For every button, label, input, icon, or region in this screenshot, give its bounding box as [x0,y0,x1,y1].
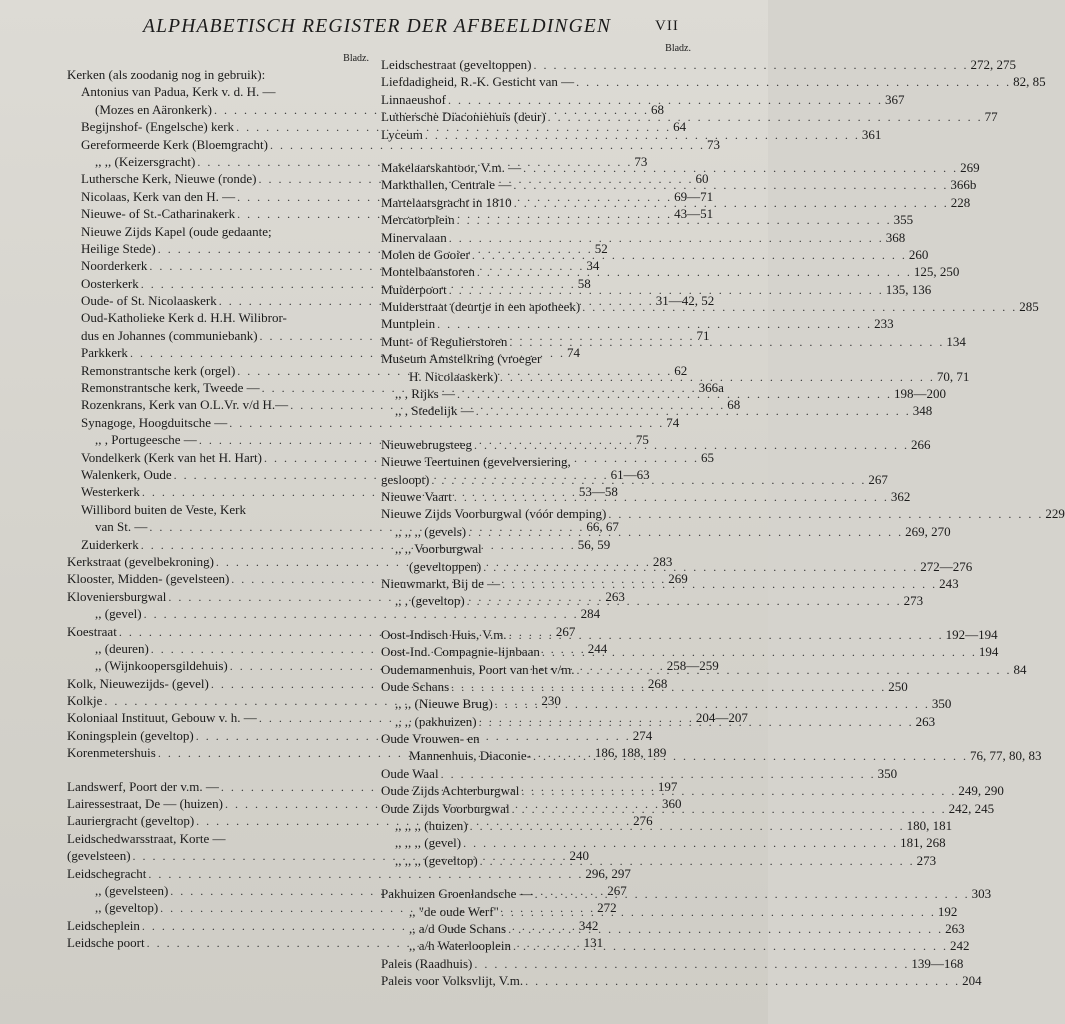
index-entry-text: Begijnshof- (Engelsche) kerk [81,119,235,135]
leader-dots [499,904,938,921]
index-entry-text: Nieuwe Teertuinen (gevelversiering, [381,454,571,470]
index-entry-text: Muiderpoort [381,281,447,297]
index-entry-page: 70, 71 [936,368,970,384]
index-entry [381,592,924,609]
index-entry-page: 266 [910,436,931,452]
index-entry-page: 53—58 [578,484,618,500]
leader-dots [506,921,945,938]
index-entry-text: ,, "de oude Werf" [409,903,499,919]
leader-dots [521,160,960,177]
leader-dots [472,437,911,454]
index-entry-page: 73 [706,136,720,152]
index-entry-page: 197 [657,778,678,794]
index-entry [381,937,970,954]
index-entry-text: Muiderstraat (deurtje in een apotheek) [381,299,581,315]
index-entry-text: Korenmetershuis [67,745,156,761]
index-entry-text: Oude Waal [381,765,439,781]
index-entry-page: 284 [580,606,601,622]
index-entry-page: 362 [890,488,911,504]
index-entry-text: Leidsche poort [67,935,145,951]
index-entry-text: Leidschegracht [67,865,147,881]
index-entry-page: 228 [950,194,971,210]
index-entry-text: Oude Zijds Achterburgwal [381,783,520,799]
leader-dots [478,853,917,870]
index-entry [381,643,999,660]
index-entry-text: ,, (gevel) [95,606,142,622]
leader-dots [429,472,868,489]
index-entry-text: Oosterkerk [81,275,139,291]
index-entry [381,523,951,540]
index-entry [381,246,929,263]
index-entry [381,885,992,902]
index-entry-text: Oost-Ind. Compagnie-lijnbaan [381,644,540,660]
index-entry-text: Oudemannenhuis, Poort van het v/m. [381,661,575,677]
index-entry-page: 135, 136 [885,281,932,297]
page-title: ALPHABETISCH REGISTER DER AFBEELDINGEN [143,16,612,37]
index-entry-text: Leidschedwarsstraat, Korte — [67,830,226,846]
index-entry [67,66,377,83]
index-entry-page: 243 [939,575,959,591]
index-entry-text: Leidschestraat (geveltoppen) [381,57,532,72]
index-entry-text: Remonstrantsche kerk, Tweede — [81,380,260,396]
index-entry-page: 66, 67 [586,519,619,535]
index-entry-text: gesloopt) [381,471,430,487]
page-header [0,14,768,44]
index-entry-text: Noorderkerk [81,258,148,274]
leader-dots [606,506,1045,523]
index-entry-text: Klooster, Midden- (gevelsteen) [67,571,230,587]
leader-dots [540,644,979,661]
index-entry-text: Oude- of St. Nicolaaskerk [81,293,217,309]
index-entry-text: ,, , Rijks — [395,386,455,402]
index-entry-page: 269, 270 [905,523,951,539]
index-entry-page: 34 [586,258,600,274]
index-entry-text: Minervalaan [381,229,447,245]
index-entry-text: ,, ,, ,, (huizen) [395,818,468,834]
index-entry [381,747,1042,764]
leader-dots [500,576,939,593]
index-entry-text: Lauriergracht (geveltop) [67,813,195,829]
index-entry-text: Luthersche Diaconiehuis (deur) [381,109,546,125]
index-entry [381,540,691,557]
index-entry [381,903,958,920]
index-entry-page: 56, 59 [577,536,611,552]
index-entry-text: Heilige Stede) [81,240,156,256]
leader-dots [493,696,932,713]
leader-dots [498,369,937,386]
index-entry-text: Molen de Gooier [381,246,470,262]
leader-dots [447,282,886,299]
leader-dots [449,679,888,696]
index-entry-page: 366b [950,177,977,193]
index-entry [381,626,998,643]
index-entry [381,972,982,989]
index-entry-text: Synagoge, Hoogduitsche — [81,414,228,430]
column-page-label: Bladz. [665,43,691,54]
leader-dots [447,230,886,247]
index-entry-text: Paleis (Raadhuis) [381,955,473,971]
index-entry-text: Koloniaal Instituut, Gebouw v. h. — [67,710,257,726]
index-entry-text: ,, , Portugeesche — [95,432,197,448]
leader-dots [511,177,950,194]
index-entry-text: Luthersche Kerk, Nieuwe (ronde) [81,171,257,187]
index-entry-page: 348 [912,403,933,419]
column-page-label: Bladz. [343,53,369,64]
leader-dots [574,74,1013,91]
index-entry [381,695,952,712]
index-entry-text: Nieuwe Vaart [381,488,452,504]
index-entry-text: ,, a/h Waterlooplein [409,938,511,954]
leader-dots [435,316,874,333]
index-entry-page: 250 [888,678,908,694]
index-entry-page: 263 [605,588,625,604]
index-entry-page: 180, 181 [906,818,953,834]
index-entry-page: 263 [945,920,965,936]
index-entry-page: 76, 77, 80, 83 [970,748,1042,764]
index-entry-text: Westerkerk [81,484,140,500]
index-entry-page: 267 [555,623,576,639]
index-entry-page: 198—200 [893,386,946,402]
index-entry [67,865,631,882]
index-entry-text: (gevelsteen) [67,848,131,864]
index-entry-page: 139—168 [911,955,964,971]
leader-dots [455,212,894,229]
index-entry-page: 186, 188, 189 [594,745,667,761]
page-number: VII [655,18,679,34]
index-entry [381,834,946,851]
leader-dots [533,886,972,903]
index-entry-page: 69—71 [674,188,714,204]
index-entry-page: 276 [633,813,653,829]
index-entry-page: 274 [632,727,653,743]
index-entry-text: Oude Zijds Voorburgwal [381,800,510,816]
index-entry-text: Paleis voor Volksvlijt, V.m. [381,973,524,989]
leader-dots [466,524,905,541]
index-entry [67,136,720,153]
index-entry-page: 242 [949,938,970,954]
index-entry [67,605,601,622]
index-entry [67,414,680,431]
leader-dots [523,973,962,990]
index-entry-page: 361 [861,126,882,142]
index-entry-text: ,, (deuren) [95,640,149,656]
index-entry-text: Koningsplein (geveltop) [67,727,194,743]
index-entry-text: Lairessestraat, De — (huizen) [67,796,223,812]
index-entry [381,955,964,972]
index-entry [381,765,898,782]
index-entry-page: 64 [673,119,687,135]
leader-dots [512,195,951,212]
leader-dots [477,714,916,731]
index-entry-page: 244 [587,640,608,656]
index-entry-page: 181, 268 [900,835,946,851]
index-entry-page: 296, 297 [585,865,631,881]
index-entry-page: 125, 250 [913,264,960,280]
index-entry-text: Walenkerk, Oude [81,466,172,482]
index-entry-page: 355 [893,212,914,228]
leader-dots [423,127,862,144]
index-entry-text: Kerken (als zoodanig nog in gebruik): [67,67,266,82]
index-entry-text: ,, ,, Voorburgwal [395,541,482,557]
index-entry [381,453,691,470]
index-entry-text: ,, ,, ,, (geveltop) [395,852,478,868]
index-entry-page: 194 [978,644,999,660]
index-entry-text: Leidscheplein [67,917,140,933]
index-entry-text: Vondelkerk (Kerk van het H. Hart) [81,449,262,465]
index-entry-page: 263 [915,713,936,729]
index-entry-page: 367 [884,91,905,107]
index-entry-text: Mercatorplein [381,212,455,228]
leader-dots [439,766,878,783]
leader-dots [461,835,900,852]
index-entry-page: 192 [937,903,958,919]
leader-dots [511,938,950,955]
index-entry-page: 233 [874,316,894,332]
leader-dots [510,801,949,818]
index-entry-text: ,, , Stedelijk — [395,403,474,419]
index-entry [67,830,377,847]
index-entry-page: 74 [666,414,680,430]
index-entry-page: 52 [594,240,608,256]
index-entry [381,91,905,108]
index-entry-text: ,, (geveltop) [95,900,159,916]
index-entry-page: 273 [903,593,924,609]
index-entry [381,263,960,280]
index-entry [381,73,1046,90]
index-entry-text: (Mozes en Aäronkerk) [95,101,212,117]
index-entry-page: 68 [727,397,741,413]
index-entry [381,852,937,869]
index-entry [381,126,882,143]
index-entry-text: ,, ,, (Nieuwe Brug) [395,696,493,712]
index-entry-text: Nicolaas, Kerk van den H. — [81,188,236,204]
index-entry [381,56,1017,73]
index-entry-text: Oost-Indisch Huis, V.m. [381,626,507,642]
index-entry-page: 249, 290 [958,783,1004,799]
index-entry-page: 242, 245 [948,800,995,816]
index-entry [67,501,377,518]
leader-dots [470,247,909,264]
index-entry-text: Kolkje [67,693,103,709]
index-entry-text: Liefdadigheid, R.-K. Gesticht van — [381,74,575,90]
index-entry-page: 61—63 [610,466,650,482]
index-entry [67,309,377,326]
index-entry-text: Kolk, Nieuwezijds- (gevel) [67,675,209,691]
index-entry-text: Oude Schans [381,678,450,694]
index-entry-page: 267 [607,882,627,898]
index-entry-page: 269 [668,571,688,587]
index-entry-text: Zuiderkerk [81,536,139,552]
index-entry [381,350,691,367]
index-entry [67,223,377,240]
index-entry-text: ,, ,, (Keizersgracht) [95,153,196,169]
leader-dots [452,489,891,506]
leader-dots [455,386,894,403]
index-entry-page: 269 [960,159,980,175]
leader-dots [580,299,1019,316]
index-entry-text: H. Nicolaaskerk) [409,368,498,384]
index-entry-text: Munt- of Regulierstoren [381,333,508,349]
index-entry-text: Rozenkrans, Kerk van O.L.Vr. v/d H.— [81,397,289,413]
index-entry-text: Nieuwebrugsteeg [381,436,472,452]
leader-dots [472,956,911,973]
index-entry-page: 260 [908,246,929,262]
index-entry-page: 204 [962,973,982,989]
index-entry-text: Oude Vrouwen- en [381,731,480,747]
index-entry-text: Oud-Katholieke Kerk d. H.H. Wilibror- [81,310,287,326]
index-entry-page: 71 [696,327,710,343]
index-entry-text: van St. — [95,519,148,535]
index-entry [381,471,888,488]
index-entry [381,488,911,505]
index-entry-page: 285 [1019,299,1039,315]
index-entry-text: Parkkerk [81,345,128,361]
index-entry-page: 204—207 [695,710,748,726]
index-entry-text: Lyceum [381,126,423,142]
index-entry-page: 60 [695,171,709,187]
index-entry [381,315,894,332]
leader-dots [532,57,971,74]
index-entry [381,229,906,246]
index-entry-page: 240 [569,848,590,864]
index-entry-text: Kloveniersburgwal [67,588,167,604]
index-entry-text: Muntplein [381,316,436,332]
index-entry-page: 229 [1045,506,1065,522]
leader-dots [465,593,904,610]
index-entry-page: 350 [877,765,898,781]
leader-dots [575,662,1014,679]
index-entry-text: Martelaarsgracht in 1810 [381,194,512,210]
index-entry-text: ,, a/d Oude Schans [409,920,507,936]
index-entry [381,108,998,125]
index-entry-text: ,, ,, ,, (gevels) [395,523,467,539]
index-entry-page: 74 [566,345,580,361]
index-entry-page: 68 [650,101,664,117]
index-entry-text: Kerkstraat (gevelbekroning) [67,553,214,569]
index-entry-text: dus en Johannes (communiebank) [81,327,258,343]
index-entry-page: 350 [931,696,952,712]
index-entry [381,505,1065,522]
leader-dots [519,783,958,800]
index-entry-text: Mannenhuis, Diaconie- [409,748,532,764]
index-entry-text: Landswerf, Poort der v.m. — [67,778,219,794]
index-entry-page: 43—51 [674,206,714,222]
index-entry-page: 267 [868,471,888,487]
index-entry-page: 77 [984,109,998,125]
index-entry-text: Antonius van Padua, Kerk v. d. H. — [81,84,276,100]
index-entry-text: Remonstrantsche kerk (orgel) [81,362,236,378]
index-entry-text: ,, ,, (pakhuizen) [395,713,477,729]
index-entry [381,575,959,592]
index-entry [381,159,980,176]
index-entry-page: 82, 85 [1013,74,1046,90]
index-entry-page: 134 [946,333,966,349]
index-entry-text: Makelaarskantoor, V.m. — [381,159,522,175]
index-entry-text: Linnaeushof [381,91,446,107]
index-entry [381,817,953,834]
index-entry-text: Nieuwe Zijds Voorburgwal (vóór demping) [381,506,607,522]
index-entry-page: 368 [885,229,906,245]
index-entry [381,368,970,385]
index-entry [381,281,932,298]
index-entry-text: Museum Amstelkring (vroeger [381,351,542,367]
index-entry-page: 65 [700,449,714,465]
index-entry-page: 73 [634,153,648,169]
index-entry-page: 303 [971,886,992,902]
index-entry-text: Nieuwe- of St.-Catharinakerk [81,206,236,222]
index-entry-text: Pakhuizen Groenlandsche — [381,886,533,902]
index-entry-text: Willibord buiten de Veste, Kerk [81,501,246,517]
leader-dots [446,92,885,109]
leader-dots [546,109,985,126]
index-entry-text: ,, (gevelsteen) [95,882,169,898]
leader-dots [507,334,946,351]
index-entry-page: 62 [674,362,688,378]
index-entry-page: 58 [577,275,591,291]
index-entry-text: Nieuwe Zijds Kapel (oude gedaante; [81,223,272,239]
index-entry [381,800,995,817]
index-entry-text: ,, ,, ,, (gevel) [395,835,462,851]
leader-dots [481,559,920,576]
index-entry [67,83,377,100]
leader-dots [531,748,970,765]
index-entry-page: 342 [578,917,599,933]
index-entry-page: 75 [635,432,649,448]
index-entry-page: 84 [1013,661,1027,677]
index-entry [381,920,965,937]
leader-dots [475,264,914,281]
index-entry-text: Nieuwmarkt, Bij de — [381,575,501,591]
index-entry-page: 31—42, 52 [655,293,715,309]
index-entry-page: 230 [541,693,561,709]
index-entry-text: Markthallen, Centrale — [381,177,512,193]
index-entry-page: 366a [698,380,724,396]
index-entry [381,782,1004,799]
index-entry-text: Montelbaanstoren [381,264,475,280]
index-entry-page: 272—276 [920,558,973,574]
index-entry-page: 283 [652,553,673,569]
index-entry [381,678,908,695]
index-entry-page: 268 [647,675,668,691]
index-entry [381,730,691,747]
index-entry-text: ,, (Wijnkoopersgildehuis) [95,658,228,674]
index-entry [381,558,973,575]
leader-dots [507,627,946,644]
index-entry-text: Koestraat [67,623,117,639]
index-entry-page: 272 [597,900,617,916]
index-entry-text: (geveltoppen) [409,558,482,574]
index-entry [381,436,931,453]
index-entry-page: 272, 275 [970,57,1017,72]
index-entry-page: 131 [583,935,604,951]
index-entry-page: 360 [661,796,682,812]
leader-dots [468,818,907,835]
leader-dots [474,403,913,420]
index-entry-text: ,, , (geveltop) [395,593,465,609]
index-entry-page: 192—194 [945,626,998,642]
index-entry-page: 273 [916,852,937,868]
index-entry-text: Gereformeerde Kerk (Bloemgracht) [81,136,268,152]
index-entry-page: 258—259 [666,658,719,674]
